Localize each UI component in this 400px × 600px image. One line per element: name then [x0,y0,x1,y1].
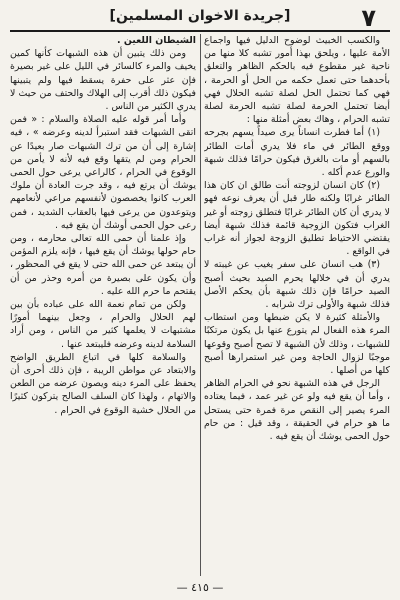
page-header [10,6,390,32]
right-paragraph: (١) أما فطرت انساناً يرى صيداً يسهم بجرحه ووقع الطائر في ماء فلا يدري أمات الطائر بالسهم أو مات بالغرق فيكون حرامًا فذلك شبهة والورع عدم أكله . [204,127,390,179]
left-column-heading: الشيطان اللعين . [117,35,196,46]
left-paragraph: والسلامة كلها في اتباع الطريق الواضح والابتعاد عن مواطن الريبة ، فإن ذلك أحرى أن يحفظ على المرء دينه ويصون عرضه من الطعن والاتهام ، ولهذا كان السلف الصالح يتركون كثيرًا من الحلال خشية الوقوع في الحرام . [10,351,196,416]
column-divider [200,34,201,576]
right-paragraph: (٢) كان انسان لزوجته أنت طالق ان كان هذا الطائر غرابًا ولكنه طار قبل أن يعرف نوعه فهو لا يدري أن كان الطائر غرابًا فتطلق زوجته أو غير الغراب فتكون الزوجية قائمة فذلك شبهة أيضا يقتضي الاحتياط تطليق الزوجة لجواز أنه غراب في الواقع . [204,180,390,258]
right-column [204,34,390,576]
page-number: ٧ [361,4,376,32]
right-paragraph: والكسب الخبيث لوضوح الدليل فيها واجماع الأمة عليها ، ويلحق بهذا أمور تشبه كلا منها من ناحية غير مقطوع فيه بالحكم الظاهر والتعلق بأحدهما حتى تعمل حكمه من الحل أو الحرمة ، فهي كما تحتمل الحل لصلة تشبه الحلال فهي أيضا تحتمل الحرمة لصلة تشبه الحرمة لصلة تشبه الحرام ، وهاك بعض أمثلة منها : [204,35,390,126]
left-column [10,34,196,576]
page-footer: — ٤١٥ — [176,581,224,594]
left-paragraph: ولكن من تمام نعمة الله على عباده بأن بين لهم الحلال والحرام ، وجعل بينهما أمورًا مشتبهات لا يعلمها كثير من الناس ، ومن أراد السلامة لدينه وعرضه فليبتعد عنها . [10,299,196,350]
left-paragraph: ومن ذلك يتبين أن هذه الشبهات كأنها كمين يخيف والمرء كالسائر في الليل على غير بصيرة فإن عثر على حفرة يسقط فيها ولم يتبينها فيكون ذلك أقرب إلى الهلاك والحتف من حيث لا يدري الكثير من الناس . [10,48,196,113]
right-paragraph: (٣) هب انسان على سفر يغيب عن غيبته لا يدري أن في خلالها يحرم الصيد بحيث أصبح الصيد حرامًا فإن ذلك شبهة بأن يحكم الأصل فذلك شبهة والأولى ترك شرابه . [204,259,390,311]
right-paragraph: والأمثلة كثيرة لا يكن ضبطها ومن استطاب المرء هذه الفعال لم يتورع عنها بل يكون مرتكبًا للشبهات ، وذلك لأن الشبهة لا تصح أصبح وقوعها موجبًا لزوال الحاجة ومن غير استمرارها أصبح كلها من أصلها . [204,312,390,377]
left-paragraph: وإذ علمنا أن حمى الله تعالى محارمه ، ومن حام حولها يوشك أن يقع فيها ، فإنه يلزم المؤمن أن يبتعد عن حمى الله حتى لا يقع في المحظور ، وأن يكون على بصيرة من أمره وحذر من أن يقتحم ما حرم الله عليه . [10,233,196,297]
running-title: [جريدة الاخوان المسلمين] [109,8,291,24]
left-paragraph: وأما أمر قوله عليه الصلاة والسلام : « فمن اتقى الشبهات فقد استبرأ لدينه وعرضه » ، فيه إشارة إلى أن من ترك الشبهات صار بعيدًا عن الحرام ومن لم يتقها وقع فيه لأنه لا يأمن من الوقوع في الحرام ، كالراعي يرعى حول الحمى يوشك أن يرتع فيه ، وقد جرت العادة أن ملوك العرب كانوا يخصصون لأنفسهم مراعي لأنعامهم ويتوعدون من يرعى فيها بالعقاب الشديد ، فمن رعى حول الحمى أوشك أن يقع فيه . [10,114,196,231]
right-paragraph: الرجل في هذه الشبهة نحو في الحرام الظاهر ، وأما أن يقع فيه ولو عن غير عمد ، فيما يعتاده المرء يصير إلى النقص مرة فمرة حتى يستحل ما هو حرام في الحقيقة ، وقد قيل : من حام حول الحمى يوشك أن يقع فيه . [204,378,390,443]
text-columns [10,34,390,576]
